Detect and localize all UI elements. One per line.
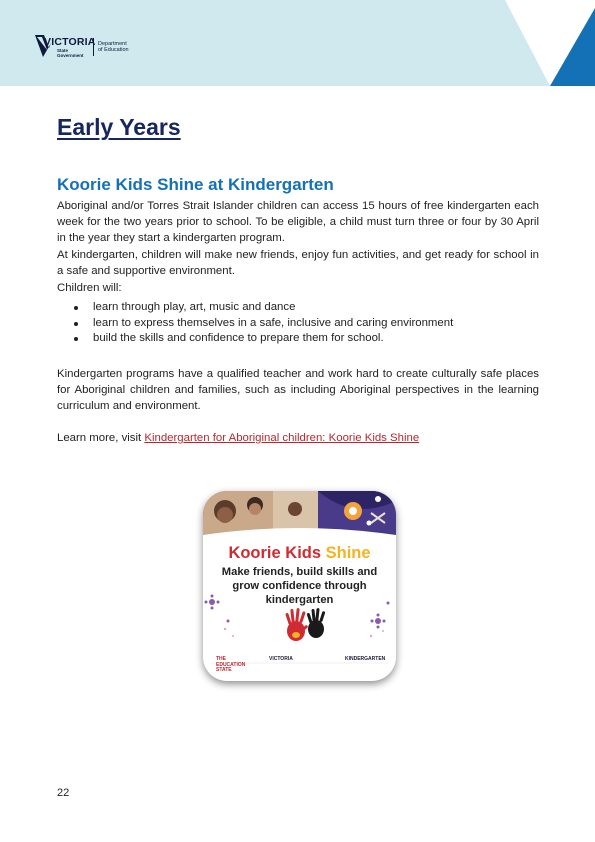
department-line-2: of Education bbox=[98, 47, 129, 53]
red-handprint-icon bbox=[285, 608, 308, 641]
learn-more-line bbox=[57, 430, 539, 446]
list-item: build the skills and confidence to prepare them for school. bbox=[57, 331, 539, 347]
kindergarten-paragraph: At kindergarten, children will make new friends, enjoy fun activities, and get ready for school in a safe and supportive environment. bbox=[57, 249, 539, 278]
victoria-government-logo bbox=[35, 34, 129, 60]
logo-subtitle: State Government bbox=[57, 48, 84, 58]
black-handprint-icon bbox=[307, 608, 326, 638]
eligibility-paragraph: Aboriginal and/or Torres Strait Islander children can access 15 hours of free kindergarten each week for the two years prior to school. To be eligible, a child must turn three or four by 30 April in the year they start a kindergarten program. bbox=[57, 200, 539, 245]
children-will-label: Children will: bbox=[57, 282, 122, 294]
programs-paragraph: Kindergarten programs have a qualified teacher and work hard to create culturally safe places for Aboriginal children and families, such as including Aboriginal perspectives in the learning curriculum and environment. bbox=[57, 368, 539, 413]
learn-more-prefix: Learn more, visit bbox=[57, 432, 145, 444]
logo-state-name: VICTORIA bbox=[44, 36, 96, 48]
victoria-footer-logo: VICTORIA bbox=[269, 656, 293, 662]
victoria-logo-mark bbox=[35, 34, 96, 60]
promo-title-shine: Shine bbox=[325, 544, 371, 562]
section-heading: Koorie Kids Shine at Kindergarten bbox=[57, 175, 334, 194]
promo-title bbox=[203, 544, 396, 563]
promo-title-koorie-kids: Koorie Kids bbox=[228, 544, 326, 562]
department-name bbox=[98, 41, 129, 54]
promo-tagline: Make friends, build skills and grow confidence through kindergarten bbox=[221, 566, 378, 606]
children-photo-banner bbox=[203, 491, 396, 535]
koorie-kids-shine-link[interactable]: Kindergarten for Aboriginal children: Koorie Kids Shine bbox=[144, 432, 420, 444]
page-number: 22 bbox=[57, 787, 70, 799]
list-item: learn to express themselves in a safe, inclusive and caring environment bbox=[57, 316, 539, 332]
page-title: Early Years bbox=[57, 114, 181, 140]
children-will-list bbox=[57, 300, 539, 347]
kindergarten-logo: KINDERGARTEN bbox=[345, 656, 386, 662]
list-item: learn through play, art, music and dance bbox=[57, 300, 539, 316]
education-state-logo: THE EDUCATION STATE bbox=[216, 656, 246, 673]
koorie-kids-shine-promo-image bbox=[203, 491, 396, 681]
department-line-1: Department bbox=[98, 40, 127, 47]
